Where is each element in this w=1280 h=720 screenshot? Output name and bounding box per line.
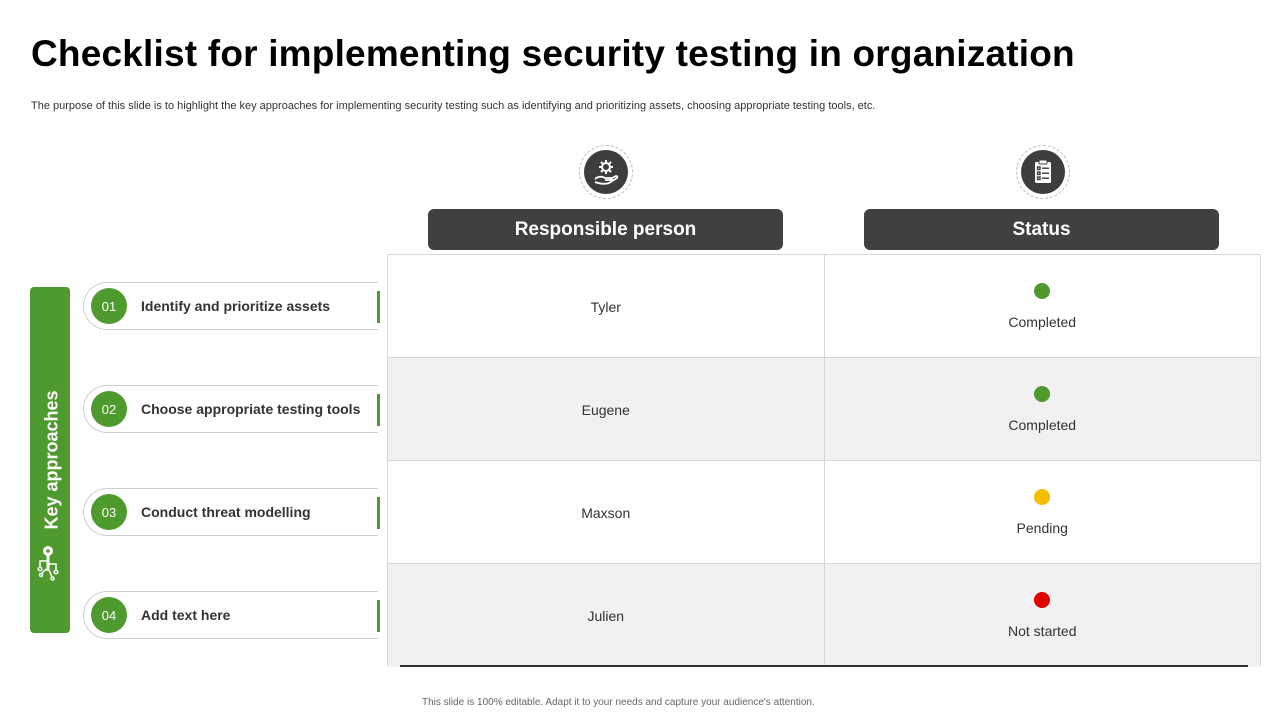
key-icon <box>36 545 64 586</box>
approach-number: 03 <box>91 494 127 530</box>
status-indicator-dot <box>1034 489 1050 505</box>
approach-label: Add text here <box>141 607 231 623</box>
page-title: Checklist for implementing security testing in organization <box>31 33 1075 74</box>
status-label: Completed <box>1008 314 1077 330</box>
status-cell <box>825 564 1261 667</box>
header-responsible-person: Responsible person <box>428 209 783 250</box>
status-label: Not started <box>1008 623 1077 639</box>
approach-label: Conduct threat modelling <box>141 504 311 520</box>
status-cell <box>825 255 1261 358</box>
status-indicator-dot <box>1034 592 1050 608</box>
table-row <box>388 563 1260 667</box>
clipboard-checklist-icon <box>1016 145 1070 199</box>
approach-number: 04 <box>91 597 127 633</box>
approach-label: Identify and prioritize assets <box>141 298 331 314</box>
responsible-person-cell: Julien <box>388 564 825 667</box>
responsible-person-cell: Tyler <box>388 255 825 358</box>
page-subtitle: The purpose of this slide is to highlight the key approaches for implementing security testing such as identifying and prioritizing assets, choosing appropriate testing tools, etc. <box>31 100 876 112</box>
status-label: Completed <box>1008 417 1077 433</box>
approach-item <box>83 591 378 639</box>
key-approaches-label: Key approaches <box>41 390 62 530</box>
approach-item <box>83 488 378 536</box>
table-row <box>388 357 1260 461</box>
status-indicator-dot <box>1034 386 1050 402</box>
approach-item <box>83 282 378 330</box>
header-status: Status <box>864 209 1219 250</box>
approach-item <box>83 385 378 433</box>
approach-label: Choose appropriate testing tools <box>141 401 361 417</box>
approach-number: 01 <box>91 288 127 324</box>
table-row <box>388 460 1260 564</box>
status-indicator-dot <box>1034 283 1050 299</box>
responsible-person-cell: Eugene <box>388 358 825 461</box>
status-cell <box>825 358 1261 461</box>
checklist-table <box>387 254 1261 666</box>
table-bottom-rule <box>400 665 1248 667</box>
status-label: Pending <box>1016 520 1068 536</box>
status-cell <box>825 461 1261 564</box>
approach-number: 02 <box>91 391 127 427</box>
table-row <box>388 255 1260 358</box>
responsible-person-cell: Maxson <box>388 461 825 564</box>
gear-hand-icon <box>579 145 633 199</box>
footer-note: This slide is 100% editable. Adapt it to your needs and capture your audience's attention. <box>422 697 815 708</box>
